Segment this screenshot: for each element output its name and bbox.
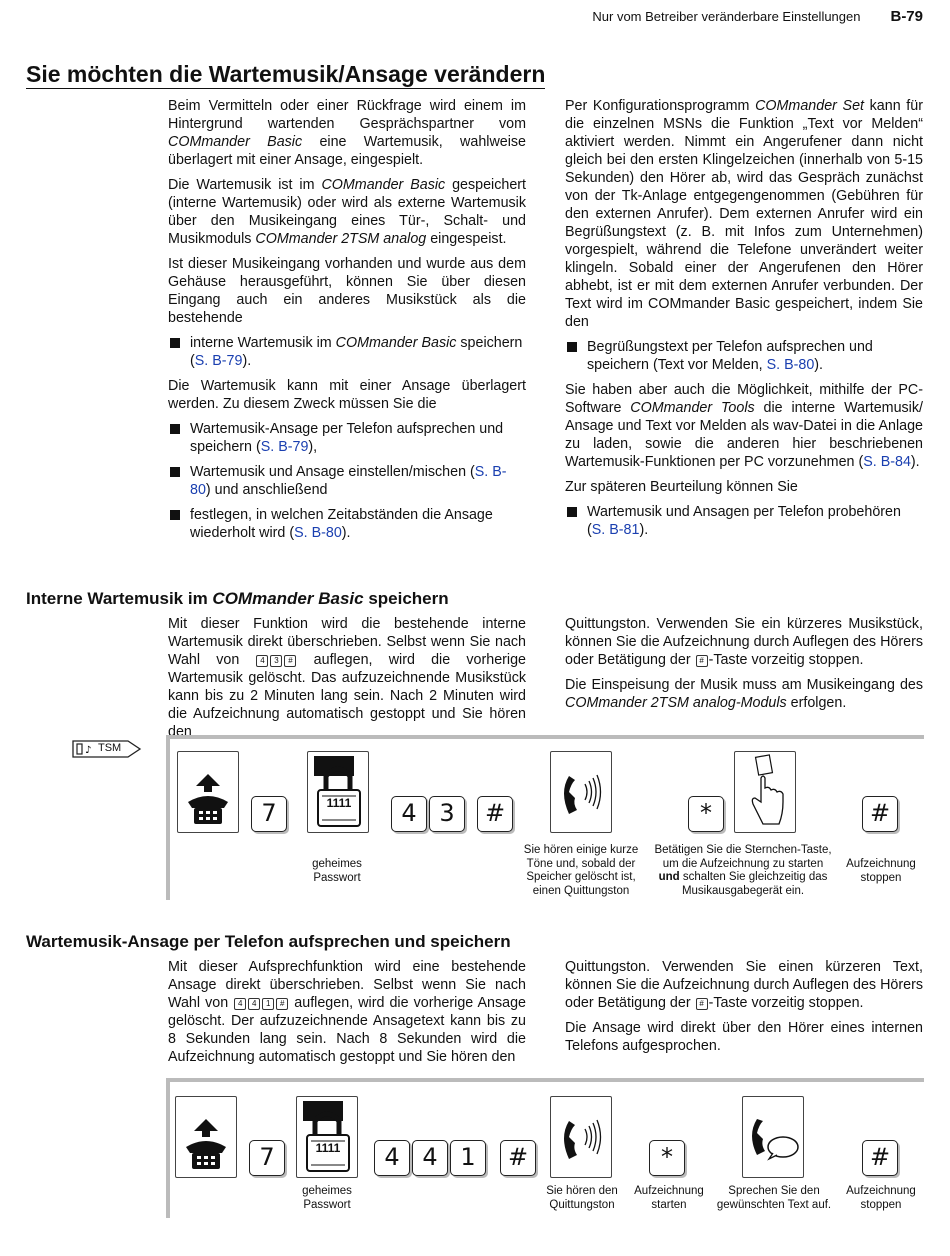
key-hash: # [477, 796, 513, 832]
caption-star: Betätigen Sie die Sternchen-Taste, um die Aufzeichnung zu starten und schalten Sie gleichzeitig das Musikausgabegerät ein. [654, 844, 832, 897]
key-1: 1 [450, 1140, 486, 1176]
padlock-icon [308, 752, 368, 832]
section1-right-column [565, 615, 923, 719]
lift-handset-icon [176, 1097, 236, 1177]
inline-key: 4 [234, 998, 246, 1010]
bullet-item: Begrüßungstext per Telefon aufsprechen und speichern (Text vor Melden, S. B-80). [565, 338, 923, 374]
section-heading-announcement: Wartemusik-Ansage per Telefon aufsprechen und speichern [26, 932, 511, 951]
caption-stop: Aufzeichnung stoppen [846, 1185, 916, 1211]
key-hash-stop: # [862, 796, 898, 832]
caption-password: geheimes Passwort [302, 1185, 352, 1211]
page-header [592, 8, 923, 25]
password-digits: 1111 [326, 796, 352, 810]
section2-right-column [565, 958, 923, 1062]
section-paragraph: Mit dieser Funktion wird die bestehende interne Wartemusik direkt überschrieben. Selbst wenn Sie nach Wahl von 4 3 # auflegen, wird die vorherige Wartemusik gelöscht. Das aufzuzeichnende Musikstück kann bis zu 2 Minuten lang sein. Nach 2 Minuten wird die Aufzeichnung automatisch gestoppt und Sie hören den [168, 616, 526, 740]
page-link[interactable]: S. B-79 [260, 439, 309, 455]
section-paragraph: Quittungston. Verwenden Sie ein kürzeres Musikstück, können Sie die Aufzeichnung durch Auflegen des Hörers oder Betätigung der # -Taste vorzeitig stoppen. [565, 616, 923, 668]
key-hash: # [500, 1140, 536, 1176]
bullet-item: Wartemusik und Ansage einstellen/mischen (S. B-80) und anschließend [168, 463, 526, 499]
key-3: 3 [429, 796, 465, 832]
bullet-marker [170, 510, 180, 520]
section2-procedure-panel [166, 1078, 924, 1218]
bullet-item: Wartemusik und Ansagen per Telefon probehören (S. B-81). [565, 503, 923, 539]
header-section-title: Nur vom Betreiber veränderbare Einstellungen [592, 9, 861, 24]
section1-procedure-panel [166, 735, 924, 900]
section-heading-internal-music: Interne Wartemusik im COMmander Basic speichern [26, 589, 449, 608]
section-paragraph: Die Ansage wird direkt über den Hörer eines internen Telefons aufgesprochen. [565, 1020, 923, 1054]
caption-password: geheimes Passwort [312, 858, 362, 884]
password-tile [296, 1096, 358, 1178]
handset-speech-icon [743, 1097, 803, 1177]
intro-paragraph: Zur späteren Beurteilung können Sie [565, 479, 798, 495]
page-link[interactable]: S. B-79 [194, 353, 243, 369]
handset-tone-icon [551, 752, 611, 832]
lift-handset-tile [177, 751, 239, 833]
key-4: 4 [412, 1140, 448, 1176]
inline-key: # [696, 998, 708, 1010]
key-4: 4 [391, 796, 427, 832]
tone-tile [550, 1096, 612, 1178]
intro-paragraph: Die Wartemusik ist im COMmander Basic gespeichert (interne Wartemusik) oder wird als externe Wartemusik über den Musikeingang eines Tür-, Schalt- und Musikmoduls COMmander 2TSM analog eingespeist. [168, 177, 527, 247]
svg-text:♪: ♪ [85, 745, 92, 756]
bullet-item: interne Wartemusik im COMmander Basic speichern (S. B-79). [168, 334, 526, 370]
page-link[interactable]: S. B-84 [863, 454, 911, 470]
key-star: * [649, 1140, 685, 1176]
inline-key: 3 [270, 655, 282, 667]
start-device-tile [734, 751, 796, 833]
section1-left-column [168, 615, 526, 748]
password-tile [307, 751, 369, 833]
caption-tone: Sie hören einige kurze Töne und, sobald der Speicher gelöscht ist, einen Quittungston [523, 844, 639, 897]
caption-start: Aufzeichnung starten [634, 1185, 704, 1211]
caption-stop: Aufzeichnung stoppen [846, 858, 916, 884]
caption-tone: Sie hören den Quittungston [546, 1185, 618, 1211]
bullet-marker [170, 338, 180, 348]
bullet-item: Wartemusik-Ansage per Telefon aufsprechen und speichern (S. B-79), [168, 420, 526, 456]
inline-key: 4 [256, 655, 268, 667]
key-7: 7 [249, 1140, 285, 1176]
key-4: 4 [374, 1140, 410, 1176]
tsm-tag [72, 740, 142, 763]
section-paragraph: Mit dieser Aufsprechfunktion wird eine bestehende Ansage direkt überschrieben. Selbst wenn Sie nach Wahl von 4 4 1 # auflegen, wird die vorherige Ansage gelöscht. Der aufzuzeichnende Ansagetext kann bis zu 8 Sekunden lang sein. Nach 8 Sekunden wird die Aufzeichnung automatisch gestoppt und Sie hören den [168, 959, 526, 1065]
bullet-marker [170, 467, 180, 477]
page-link[interactable]: S. B-80 [190, 464, 507, 498]
page-title: Sie möchten die Wartemusik/Ansage verändern [26, 62, 545, 89]
bullet-marker [567, 342, 577, 352]
page-number: B-79 [890, 8, 923, 25]
finger-press-icon [735, 752, 795, 832]
lift-handset-tile [175, 1096, 237, 1178]
intro-paragraph: Beim Vermitteln oder einer Rückfrage wird einem im Hintergrund wartenden Gesprächspartner vom COMmander Basic eine Wartemusik, wahlweise überlagert mit einer Ansage, eingespielt. [168, 98, 526, 168]
bullet-marker [170, 424, 180, 434]
page-link[interactable]: S. B-81 [591, 522, 640, 538]
intro-paragraph: Ist dieser Musikeingang vorhanden und wurde aus dem Gehäuse herausgeführt, können Sie über diesen Eingang auch ein anderes Musikstück als die bestehende [168, 256, 526, 326]
section-paragraph: Quittungston. Verwenden Sie einen kürzeren Text, können Sie die Aufzeichnung durch Auflegen des Hörers oder Betätigung der # -Taste vorzeitig stoppen. [565, 959, 923, 1011]
inline-key: 1 [262, 998, 274, 1010]
padlock-icon [297, 1097, 357, 1177]
tsm-label: TSM [98, 742, 122, 754]
caption-speak: Sprechen Sie den gewünschten Text auf. [716, 1185, 832, 1211]
intro-paragraph: Sie haben aber auch die Möglichkeit, mithilfe der PC-Software COMmander Tools die interne Wartemusik/ Ansage und Text vor Melden als wav-Datei in die Anlage zu laden, sowie die anderen hier beschriebenen Wartemusik-Funktionen per PC vorzunehmen (S. B-84). [565, 382, 923, 470]
intro-paragraph: Die Wartemusik kann mit einer Ansage überlagert werden. Zu diesem Zweck müssen Sie die [168, 378, 526, 412]
inline-key: # [276, 998, 288, 1010]
page-link[interactable]: S. B-80 [294, 525, 342, 541]
tone-tile [550, 751, 612, 833]
intro-paragraph: Per Konfigurationsprogramm COMmander Set kann für die einzelnen MSNs die Funktion „Text vor Melden“ aktiviert werden. Nimmt ein Angerufener dann nicht gleich bei den ersten Klingelzeichen (innerhalb von 5-15 Sekunden) den Hörer ab, wird das Gespräch zunächst von der Tk-Anlage entgegengenommen (Gebühren für den externen Anrufer). Dem externen Anrufer wird ein Begrüßungstext (z. B. mit Infos zum Unternehmen) vorgespielt, während die Telefone unverändert weiter klingeln. Sobald einer der Angerufenen den Hörer abhebt, ist er mit dem externen Anrufer verbunden. Der Text wird im COMmander Basic gespeichert, indem Sie den [565, 98, 923, 330]
inline-key: # [284, 655, 296, 667]
key-hash-stop: # [862, 1140, 898, 1176]
key-star: * [688, 796, 724, 832]
bullet-item: festlegen, in welchen Zeitabständen die Ansage wiederholt wird (S. B-80). [168, 506, 526, 542]
lift-handset-icon [178, 752, 238, 832]
intro-left-column [168, 97, 526, 549]
section-paragraph: Die Einspeisung der Musik muss am Musikeingang des COMmander 2TSM analog-Moduls erfolgen. [565, 677, 923, 711]
section2-left-column [168, 958, 526, 1073]
inline-key: # [696, 655, 708, 667]
inline-key: 4 [248, 998, 260, 1010]
key-7: 7 [251, 796, 287, 832]
speak-tile [742, 1096, 804, 1178]
handset-tone-icon [551, 1097, 611, 1177]
page-link[interactable]: S. B-80 [766, 357, 815, 373]
password-digits: 1111 [315, 1141, 341, 1155]
intro-right-column [565, 97, 923, 546]
bullet-marker [567, 507, 577, 517]
